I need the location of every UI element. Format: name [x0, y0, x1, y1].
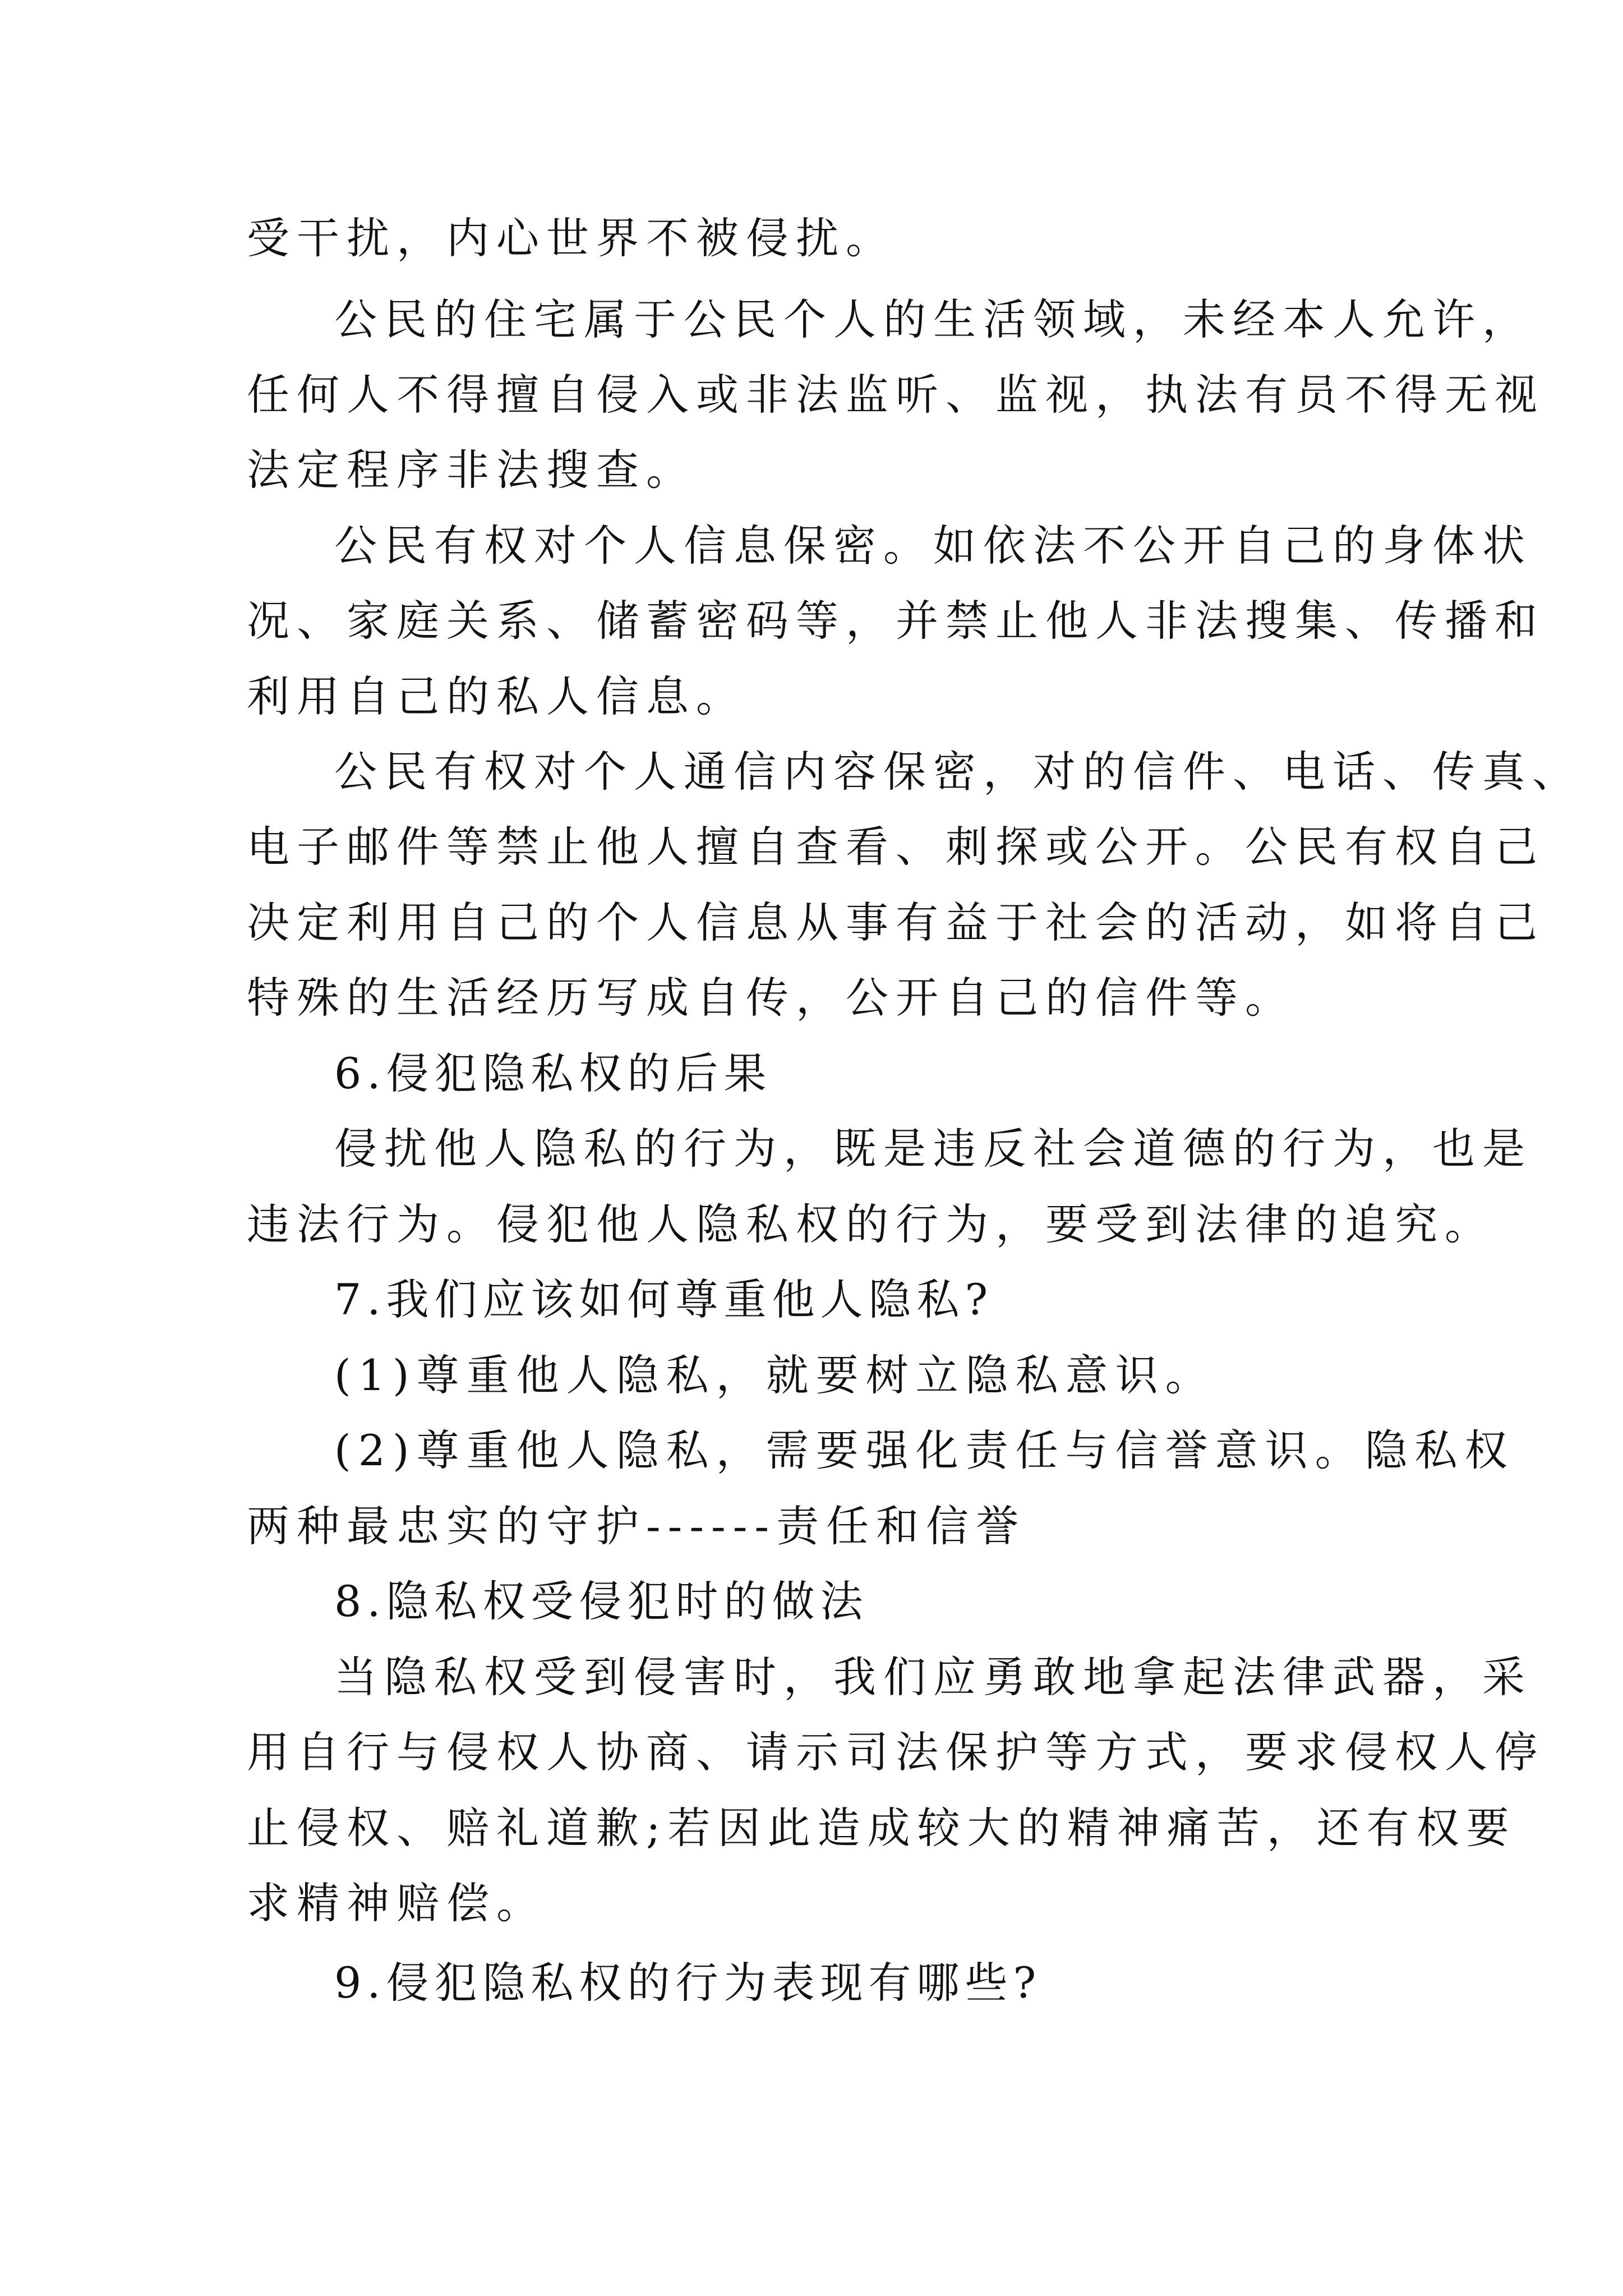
text-line: 受干扰，内心世界不被侵扰。 — [247, 213, 896, 263]
paragraph-residence-start: 公民的住宅属于公民个人的生活领域，未经本人允许， — [334, 295, 1532, 344]
section-heading-7: 7.我们应该如何尊重他人隐私? — [334, 1274, 994, 1324]
paragraph-info-secrecy-start: 公民有权对个人信息保密。如依法不公开自己的身体状 — [334, 521, 1532, 570]
list-item-2: (2)尊重他人隐私，需要强化责任与信誉意识。隐私权 — [334, 1425, 1515, 1475]
text-line: 况、家庭关系、储蓄密码等，并禁止他人非法搜集、传播和 — [247, 596, 1544, 646]
text-line: 利用自己的私人信息。 — [247, 671, 746, 721]
section-heading-9: 9.侵犯隐私权的行为表现有哪些? — [334, 1958, 1042, 2008]
paragraph-communication-start: 公民有权对个人通信内容保密，对的信件、电话、传真、 — [334, 747, 1582, 797]
text-line: 特殊的生活经历写成自传，公开自己的信件等。 — [247, 973, 1295, 1023]
text-line: 决定利用自己的个人信息从事有益于社会的活动，如将自己 — [247, 898, 1544, 947]
paragraph-consequences-start: 侵扰他人隐私的行为，既是违反社会道德的行为，也是 — [334, 1124, 1532, 1174]
text-line: 电子邮件等禁止他人擅自查看、刺探或公开。公民有权自己 — [247, 822, 1544, 872]
list-item-1: (1)尊重他人隐私，就要树立隐私意识。 — [334, 1350, 1215, 1400]
text-line: 用自行与侵权人协商、请示司法保护等方式，要求侵权人停 — [247, 1727, 1544, 1777]
text-line: 任何人不得擅自侵入或非法监听、监视，执法有员不得无视 — [247, 370, 1544, 420]
section-heading-8: 8.隐私权受侵犯时的做法 — [334, 1576, 869, 1626]
section-heading-6: 6.侵犯隐私权的后果 — [334, 1048, 772, 1098]
text-line: 违法行为。侵犯他人隐私权的行为，要受到法律的追究。 — [247, 1199, 1495, 1249]
text-line: 法定程序非法搜查。 — [247, 445, 696, 495]
text-line: 两种最忠实的守护------责任和信誉 — [247, 1501, 1026, 1551]
text-line: 求精神赔偿。 — [247, 1878, 546, 1928]
paragraph-response-start: 当隐私权受到侵害时，我们应勇敢地拿起法律武器，采 — [334, 1652, 1532, 1702]
text-line: 止侵权、赔礼道歉;若因此造成较大的精神痛苦，还有权要 — [247, 1803, 1516, 1853]
